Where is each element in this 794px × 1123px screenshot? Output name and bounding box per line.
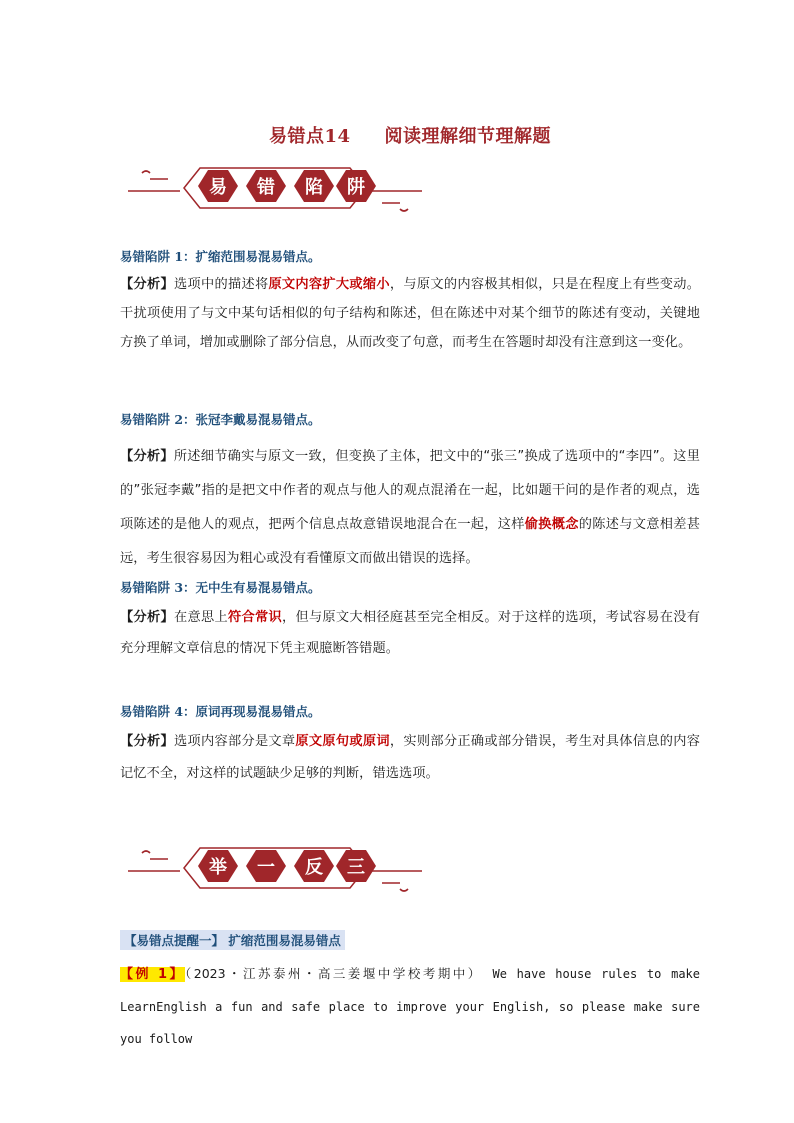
trap-title: 易错陷阱 4：原词再现易混易错点。 — [120, 704, 321, 719]
analysis-text: ，但与原文大相径庭甚至完全相反。对于这样的选项，考试容易在没有充分理解文章信息的情况下凭主观臆断答错题。 — [120, 610, 701, 656]
banner-char: 陷 — [305, 177, 323, 198]
analysis-highlight: 偷换概念 — [524, 517, 579, 532]
analysis-label: 【分析】 — [120, 277, 174, 292]
analysis-label: 【分析】 — [120, 734, 174, 749]
example-tag: 【例 1】 — [120, 967, 185, 982]
trap-title: 易错陷阱 2：张冠李戴易混易错点。 — [120, 412, 321, 427]
analysis-text: 所述细节确实与原文一致，但变换了主体，把文中的“张三”换成了选项中的“李四”。这里的”张冠李戴”指的是把文中作者的观点与他人的观点混淆在一起，比如题干问的是作者的观点，选项陈述的是他人的观点，把两个信息点故意错误地混合在一起，这样 — [120, 449, 700, 532]
banner-char: 易 — [209, 177, 227, 198]
trap-analysis — [120, 602, 700, 664]
trap-title: 易错陷阱 1：扩缩范围易混易错点。 — [120, 249, 321, 264]
analysis-text: ，实则部分正确或部分错误，考生对具体信息的内容记忆不全，对这样的试题缺少足够的判断，错选选项。 — [120, 734, 700, 781]
analysis-label: 【分析】 — [120, 610, 174, 625]
banner-char: 举 — [209, 857, 227, 878]
analysis-highlight: 原文内容扩大或缩小 — [268, 277, 390, 292]
reminder-heading: 【易错点提醒一】 扩缩范围易混易错点 — [120, 930, 345, 950]
title-text: 阅读理解细节理解题 — [384, 126, 552, 147]
page-title — [0, 122, 794, 148]
analysis-text: 的陈述与文意相差甚远，考生很容易因为粗心或没有看懂原文而做出错误的选择。 — [120, 517, 701, 566]
analysis-text: ，与原文的内容极其相似，只是在程度上有些变动。干扰项使用了与文中某句话相似的句子结构和陈述，但在陈述中对某个细节的陈述有变动，关键地方换了单词，增加或删除了部分信息，从而改变了句意，而考生在答题时却没有注意到这一变化。 — [120, 277, 700, 350]
example-source: （2023・江苏泰州・高三姜堰中学校考期中） — [185, 966, 483, 981]
section-banner-traps — [120, 158, 430, 218]
banner-char: 阱 — [347, 177, 365, 198]
analysis-label: 【分析】 — [120, 449, 174, 464]
trap-analysis — [120, 440, 700, 576]
analysis-text: 选项内容部分是文章 — [173, 734, 296, 749]
analysis-text: 在意思上 — [173, 610, 228, 625]
trap-title: 易错陷阱 3：无中生有易混易错点。 — [120, 580, 321, 595]
trap-analysis — [120, 726, 700, 790]
example-1 — [120, 958, 700, 1055]
title-code: 易错点14 — [268, 126, 351, 147]
banner-char: 错 — [257, 177, 275, 198]
banner-char: 反 — [305, 857, 323, 878]
trap-analysis — [120, 270, 700, 357]
analysis-text: 选项中的描述将 — [173, 277, 269, 292]
banner-char: 三 — [347, 857, 365, 878]
section-banner-examples — [120, 838, 430, 898]
banner-char: 一 — [257, 857, 275, 878]
analysis-highlight: 符合常识 — [227, 610, 282, 625]
analysis-highlight: 原文原句或原词 — [295, 734, 390, 749]
example-text: We have house rules to make LearnEnglish a fun and safe place to improve your English, so please make sure you follow — [120, 967, 700, 1046]
